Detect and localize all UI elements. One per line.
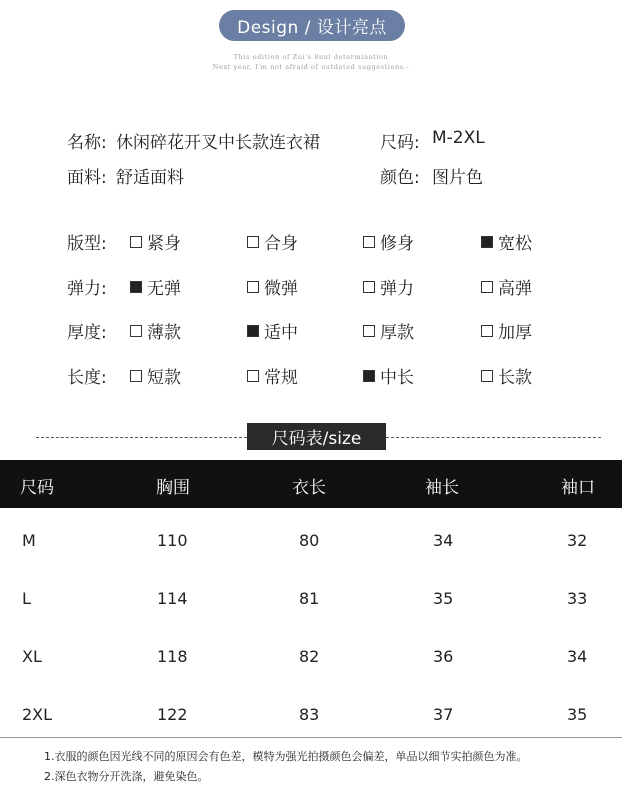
thickness-option-thin: 薄款 bbox=[130, 318, 181, 343]
length-option-midi: 中长 bbox=[363, 363, 414, 388]
cell-length: 81 bbox=[299, 589, 320, 608]
cell-cuff: 34 bbox=[567, 647, 588, 666]
cell-cuff: 32 bbox=[567, 531, 588, 550]
checkbox-icon bbox=[481, 370, 493, 382]
cell-bust: 118 bbox=[157, 647, 188, 666]
checkbox-icon bbox=[130, 236, 142, 248]
checkbox-icon bbox=[130, 325, 142, 337]
cell-size: XL bbox=[22, 647, 42, 666]
fit-option-regular: 合身 bbox=[247, 229, 298, 254]
checked-box-icon bbox=[247, 325, 259, 337]
cell-sleeve: 34 bbox=[433, 531, 454, 550]
cell-cuff: 35 bbox=[567, 705, 588, 724]
cell-length: 83 bbox=[299, 705, 320, 724]
footer-divider bbox=[0, 737, 622, 738]
note-1: 1.衣服的颜色因光线不同的原因会有色差，模特为强光拍摄颜色会偏差，单品以细节实拍颜色为准。 bbox=[44, 750, 528, 763]
name-value: 休闲碎花开叉中长款连衣裙 bbox=[116, 133, 320, 153]
stretch-option-none: 无弹 bbox=[130, 274, 181, 299]
checkbox-icon bbox=[130, 370, 142, 382]
stretch-option-high: 高弹 bbox=[481, 274, 532, 299]
checkbox-icon bbox=[247, 370, 259, 382]
design-title-pill: Design / 设计亮点 bbox=[219, 10, 405, 41]
stretch-label: 弹力: bbox=[67, 279, 107, 299]
length-option-short: 短款 bbox=[130, 363, 181, 388]
cell-bust: 114 bbox=[157, 589, 188, 608]
stretch-option-slight: 微弹 bbox=[247, 274, 298, 299]
checkbox-icon bbox=[481, 281, 493, 293]
name-label: 名称: bbox=[67, 133, 107, 153]
cell-bust: 110 bbox=[157, 531, 188, 550]
checked-box-icon bbox=[130, 281, 142, 293]
cell-cuff: 33 bbox=[567, 589, 588, 608]
header-length: 衣长 bbox=[292, 478, 326, 498]
thickness-option-extra-thick: 加厚 bbox=[481, 318, 532, 343]
cell-sleeve: 37 bbox=[433, 705, 454, 724]
cell-length: 82 bbox=[299, 647, 320, 666]
header-cuff: 袖口 bbox=[561, 478, 595, 498]
fit-label: 版型: bbox=[67, 234, 107, 254]
checked-box-icon bbox=[481, 236, 493, 248]
divider-right bbox=[386, 437, 601, 438]
cell-length: 80 bbox=[299, 531, 320, 550]
thickness-option-thick: 厚款 bbox=[363, 318, 414, 343]
cell-sleeve: 36 bbox=[433, 647, 454, 666]
color-value: 图片色 bbox=[432, 168, 483, 188]
header-subtitle-2: Next year, I'm not afraid of outdated suggestions.- bbox=[212, 63, 410, 71]
size-table-header bbox=[0, 460, 622, 508]
color-label: 颜色: bbox=[380, 168, 420, 188]
cell-size: M bbox=[22, 531, 36, 550]
checkbox-icon bbox=[481, 325, 493, 337]
checkbox-icon bbox=[247, 236, 259, 248]
checkbox-icon bbox=[363, 325, 375, 337]
note-2: 2.深色衣物分开洗涤，避免染色。 bbox=[44, 770, 209, 783]
length-label: 长度: bbox=[67, 368, 107, 388]
length-option-long: 长款 bbox=[481, 363, 532, 388]
cell-size: 2XL bbox=[22, 705, 53, 724]
fit-option-tight: 紧身 bbox=[130, 229, 181, 254]
header-subtitle-1: This edition of Zui's 8nul determination bbox=[233, 53, 389, 61]
checkbox-icon bbox=[363, 281, 375, 293]
header-bust: 胸围 bbox=[156, 478, 190, 498]
cell-bust: 122 bbox=[157, 705, 188, 724]
checkbox-icon bbox=[363, 236, 375, 248]
size-value: M-2XL bbox=[432, 128, 485, 148]
header-sleeve-length: 袖长 bbox=[425, 478, 459, 498]
header-size: 尺码 bbox=[20, 478, 54, 498]
stretch-option-stretch: 弹力 bbox=[363, 274, 414, 299]
divider-left bbox=[36, 437, 247, 438]
thickness-label: 厚度: bbox=[67, 323, 107, 343]
fabric-label: 面料: bbox=[67, 168, 107, 188]
checked-box-icon bbox=[363, 370, 375, 382]
cell-size: L bbox=[22, 589, 31, 608]
size-label: 尺码: bbox=[380, 133, 420, 153]
fit-option-slim: 修身 bbox=[363, 229, 414, 254]
length-option-regular: 常规 bbox=[247, 363, 298, 388]
cell-sleeve: 35 bbox=[433, 589, 454, 608]
checkbox-icon bbox=[247, 281, 259, 293]
fit-option-loose: 宽松 bbox=[481, 229, 532, 254]
fabric-value: 舒适面料 bbox=[116, 168, 184, 188]
thickness-option-medium: 适中 bbox=[247, 318, 298, 343]
size-table-title: 尺码表/size bbox=[247, 423, 386, 450]
